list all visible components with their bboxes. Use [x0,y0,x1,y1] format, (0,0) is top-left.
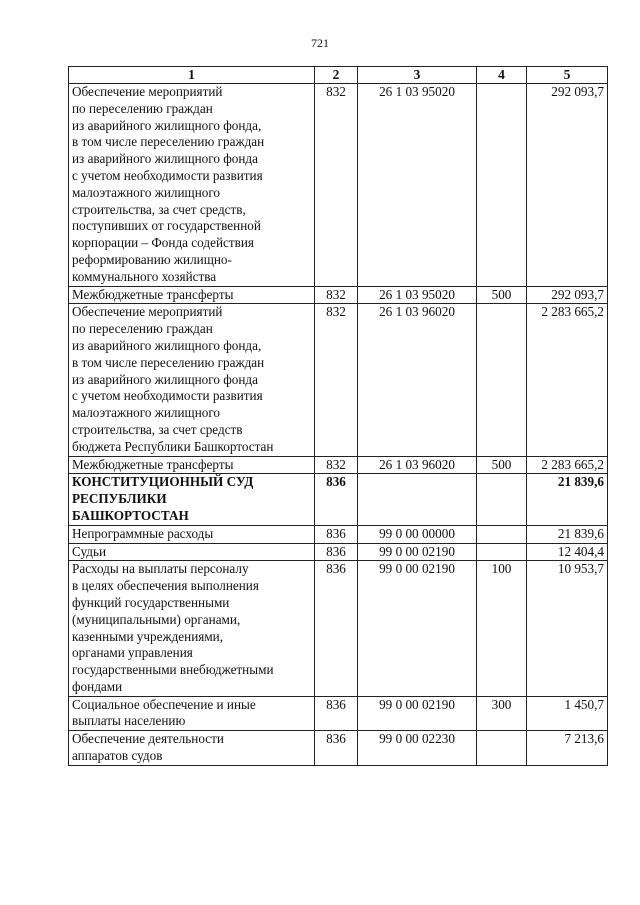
row-expense-type [477,543,527,561]
header-col-5: 5 [527,67,608,84]
row-amount: 12 404,4 [527,543,608,561]
row-expense-type: 100 [477,561,527,696]
row-target-article: 99 0 00 02190 [358,543,477,561]
row-ved-code: 836 [315,525,358,543]
header-col-4: 4 [477,67,527,84]
row-amount: 21 839,6 [527,474,608,525]
header-col-3: 3 [358,67,477,84]
row-ved-code: 832 [315,84,358,287]
row-name: Социальное обеспечение и иные выплаты населению [69,696,315,731]
table-row [69,304,608,456]
row-ved-code: 832 [315,456,358,474]
row-target-article [358,474,477,525]
header-col-1: 1 [69,67,315,84]
table-row [69,543,608,561]
row-expense-type [477,304,527,456]
table-row [69,456,608,474]
row-ved-code: 832 [315,286,358,304]
table-row [69,696,608,731]
row-expense-type [477,474,527,525]
row-target-article: 26 1 03 95020 [358,286,477,304]
row-amount: 21 839,6 [527,525,608,543]
row-expense-type [477,84,527,287]
row-expense-type: 300 [477,696,527,731]
row-amount: 1 450,7 [527,696,608,731]
row-name: Межбюджетные трансферты [69,286,315,304]
row-target-article: 99 0 00 02190 [358,561,477,696]
row-target-article: 99 0 00 02230 [358,731,477,766]
row-name: Обеспечение мероприятий по переселению граждан из аварийного жилищного фонда, в том числе переселению граждан из аварийного жилищного фонда с учетом необходимости развития малоэтажного жилищного строительства, за счет средств бюджета Республики Башкортостан [69,304,315,456]
row-target-article: 26 1 03 95020 [358,84,477,287]
row-expense-type [477,731,527,766]
row-ved-code: 836 [315,731,358,766]
row-name: Межбюджетные трансферты [69,456,315,474]
row-amount: 2 283 665,2 [527,304,608,456]
header-col-2: 2 [315,67,358,84]
table-row [69,731,608,766]
row-amount: 292 093,7 [527,286,608,304]
row-target-article: 26 1 03 96020 [358,304,477,456]
table-row [69,525,608,543]
table-row [69,84,608,287]
row-ved-code: 836 [315,561,358,696]
table-body [69,84,608,766]
row-expense-type [477,525,527,543]
table-row [69,286,608,304]
row-target-article: 99 0 00 02190 [358,696,477,731]
table-header-row [69,67,608,84]
table-row [69,561,608,696]
row-target-article: 99 0 00 00000 [358,525,477,543]
row-ved-code: 836 [315,543,358,561]
page-number: 721 [311,36,329,50]
row-name: Непрограммные расходы [69,525,315,543]
table-row [69,474,608,525]
row-ved-code: 832 [315,304,358,456]
row-name: Обеспечение мероприятий по переселению граждан из аварийного жилищного фонда, в том числе переселению граждан из аварийного жилищного фонда с учетом необходимости развития малоэтажного жилищного строительства, за счет средств, поступивших от государственной корпорации – Фонда содействия реформированию жилищно- коммунального хозяйства [69,84,315,287]
row-name: Расходы на выплаты персоналу в целях обеспечения выполнения функций государственными (муниципальными) органами, казенными учреждениями, органами управления государственными внебюджетными фондами [69,561,315,696]
row-name: КОНСТИТУЦИОННЫЙ СУД РЕСПУБЛИКИ БАШКОРТОСТАН [69,474,315,525]
row-target-article: 26 1 03 96020 [358,456,477,474]
row-ved-code: 836 [315,474,358,525]
row-name: Обеспечение деятельности аппаратов судов [69,731,315,766]
row-expense-type: 500 [477,286,527,304]
row-amount: 292 093,7 [527,84,608,287]
row-ved-code: 836 [315,696,358,731]
budget-table [68,66,608,766]
row-amount: 10 953,7 [527,561,608,696]
row-amount: 7 213,6 [527,731,608,766]
row-amount: 2 283 665,2 [527,456,608,474]
row-expense-type: 500 [477,456,527,474]
row-name: Судьи [69,543,315,561]
